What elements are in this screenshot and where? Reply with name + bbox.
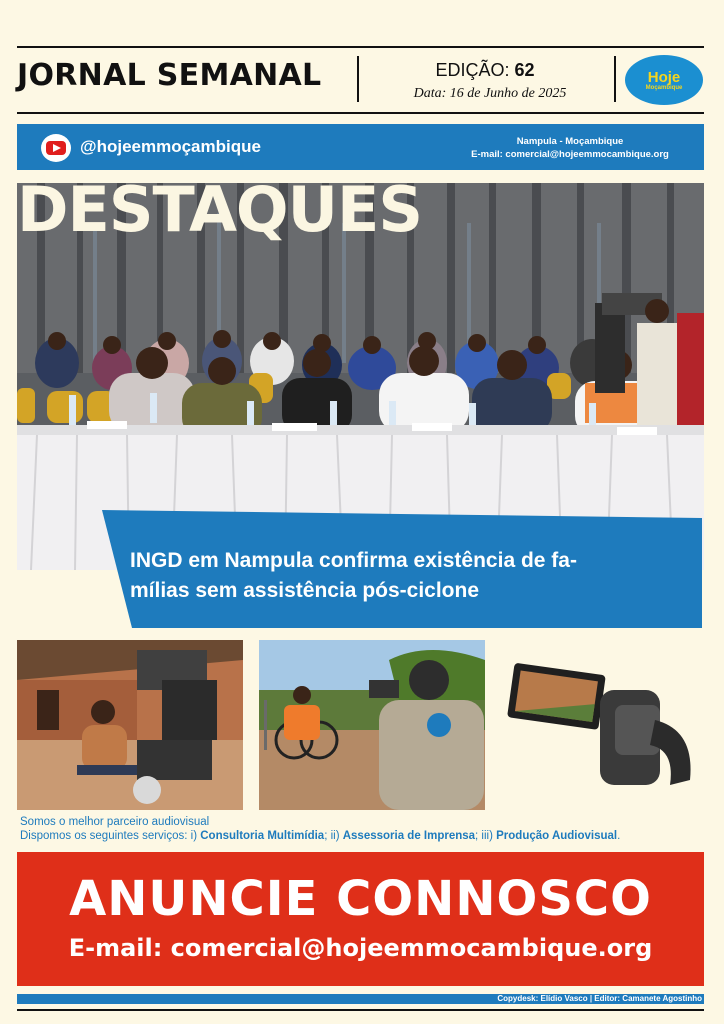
hoje-logo <box>625 55 703 105</box>
cameraman-village-photo <box>17 640 243 810</box>
service-audiovisual-production: Produção Audiovisual <box>496 830 618 842</box>
social-handle[interactable]: @hojeemmoçambique <box>80 137 261 156</box>
services-list <box>20 829 620 843</box>
services-separator: ; iii) <box>475 830 497 842</box>
logo-subtext: Moçambique <box>645 84 683 91</box>
footer-credits: Copydesk: Elídio Vasco | Editor: Camanete Agostinho <box>497 994 702 1003</box>
publication-date: Data: 16 de Junho de 2025 <box>413 86 567 101</box>
headline-line: mílias sem assistência pós-ciclone <box>130 579 480 602</box>
services-prefix: Dispomos os seguintes serviços: i) <box>20 830 201 842</box>
header-bottom-rule <box>17 112 704 114</box>
edition-label: EDIÇÃO: <box>435 60 510 80</box>
services-text <box>20 815 620 843</box>
edition-info <box>420 60 550 81</box>
section-label-destaques: DESTAQUES <box>17 173 422 246</box>
feature-headline[interactable] <box>130 546 685 606</box>
contact-info <box>440 135 700 161</box>
location-text: Nampula - Moçambique <box>516 136 624 147</box>
youtube-icon[interactable] <box>41 134 71 162</box>
top-rule <box>17 46 704 48</box>
logo-text: Hoje <box>647 68 681 86</box>
headline-line: INGD em Nampula confirma existência de fa- <box>130 549 577 572</box>
services-separator: ; ii) <box>324 830 343 842</box>
contact-email[interactable]: E-mail: comercial@hojeemmocambique.org <box>471 149 669 160</box>
edition-number: 62 <box>514 60 535 80</box>
services-end: . <box>617 830 621 842</box>
camcorder-image <box>505 660 700 795</box>
advertise-title: ANUNCIE CONNOSCO <box>69 871 652 927</box>
newspaper-title: JORNAL SEMANAL <box>17 58 322 93</box>
advertise-email[interactable]: E-mail: comercial@hojeemmocambique.org <box>68 934 653 962</box>
service-press-relations: Assessoria de Imprensa <box>342 830 476 842</box>
services-intro: Somos o melhor parceiro audiovisual <box>20 816 210 828</box>
header-divider <box>614 56 616 102</box>
service-multimedia-consulting: Consultoria Multimídia <box>200 830 325 842</box>
header-divider <box>357 56 359 102</box>
interview-filming-photo <box>259 640 485 810</box>
bottom-rule <box>17 1009 704 1011</box>
